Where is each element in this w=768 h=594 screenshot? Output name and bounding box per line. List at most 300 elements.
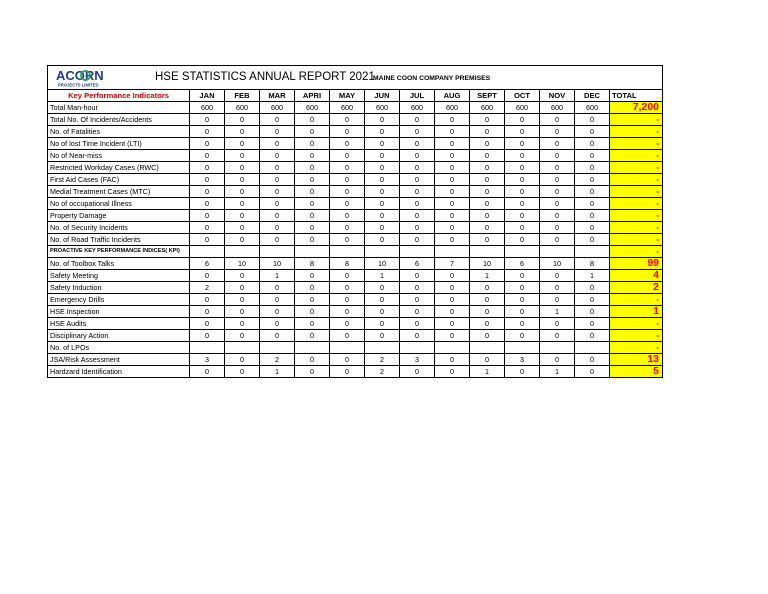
month-header: FEB	[225, 90, 260, 102]
month-value-cell: 0	[295, 306, 330, 318]
total-cell: -	[610, 186, 663, 198]
month-value-cell: 0	[225, 150, 260, 162]
month-value-cell: 0	[225, 126, 260, 138]
month-value-cell: 0	[575, 222, 610, 234]
month-value-cell: 0	[505, 330, 540, 342]
month-value-cell: 0	[505, 222, 540, 234]
month-value-cell: 0	[365, 174, 400, 186]
table-row	[48, 330, 663, 342]
month-value-cell: 0	[260, 294, 295, 306]
month-value-cell: 0	[470, 234, 505, 246]
month-value-cell: 0	[575, 126, 610, 138]
table-row	[48, 258, 663, 270]
month-value-cell: 0	[190, 366, 225, 378]
month-value-cell	[260, 246, 295, 258]
total-cell: -	[610, 150, 663, 162]
month-value-cell: 0	[295, 138, 330, 150]
acorn-logo	[54, 68, 128, 88]
row-label: Restricted Workday Cases (RWC)	[48, 162, 190, 174]
month-value-cell: 600	[260, 102, 295, 114]
month-value-cell: 0	[435, 186, 470, 198]
month-value-cell: 0	[505, 162, 540, 174]
month-value-cell: 0	[470, 330, 505, 342]
month-value-cell: 0	[365, 234, 400, 246]
month-value-cell: 1	[365, 270, 400, 282]
month-value-cell: 0	[190, 330, 225, 342]
month-value-cell: 0	[260, 234, 295, 246]
month-value-cell: 0	[575, 330, 610, 342]
total-cell: 2	[610, 282, 663, 294]
month-value-cell: 0	[540, 210, 575, 222]
total-cell: 5	[610, 366, 663, 378]
row-label: No. of Security Incidents	[48, 222, 190, 234]
month-value-cell: 0	[575, 174, 610, 186]
month-value-cell: 6	[190, 258, 225, 270]
month-value-cell: 0	[330, 330, 365, 342]
month-value-cell: 7	[435, 258, 470, 270]
month-value-cell: 2	[365, 354, 400, 366]
month-value-cell: 8	[330, 258, 365, 270]
month-value-cell: 0	[470, 126, 505, 138]
month-value-cell: 0	[225, 198, 260, 210]
month-value-cell: 0	[260, 114, 295, 126]
month-value-cell: 1	[540, 306, 575, 318]
month-value-cell: 0	[190, 162, 225, 174]
month-value-cell: 0	[365, 162, 400, 174]
month-value-cell: 0	[190, 126, 225, 138]
premises-label: MAINE COON COMPANY PREMISES	[373, 75, 491, 82]
row-label: Total Man-hour	[48, 102, 190, 114]
month-value-cell: 0	[540, 126, 575, 138]
month-value-cell: 0	[470, 138, 505, 150]
month-value-cell: 0	[330, 126, 365, 138]
month-value-cell: 0	[435, 198, 470, 210]
logo-text: ACORN	[56, 68, 104, 83]
month-value-cell	[295, 342, 330, 354]
month-value-cell: 0	[400, 210, 435, 222]
month-value-cell: 0	[400, 270, 435, 282]
table-row	[48, 306, 663, 318]
month-value-cell: 3	[400, 354, 435, 366]
month-value-cell: 0	[575, 138, 610, 150]
month-value-cell	[225, 246, 260, 258]
month-value-cell	[540, 342, 575, 354]
month-value-cell: 0	[260, 150, 295, 162]
month-value-cell: 0	[505, 234, 540, 246]
month-value-cell: 10	[470, 258, 505, 270]
month-value-cell: 0	[400, 234, 435, 246]
month-value-cell: 0	[435, 354, 470, 366]
month-value-cell: 0	[295, 126, 330, 138]
month-value-cell: 0	[260, 126, 295, 138]
month-value-cell: 0	[190, 234, 225, 246]
month-value-cell: 0	[540, 222, 575, 234]
total-cell: -	[610, 198, 663, 210]
month-value-cell: 0	[505, 366, 540, 378]
month-value-cell: 0	[540, 186, 575, 198]
month-value-cell: 1	[260, 366, 295, 378]
month-value-cell	[400, 342, 435, 354]
month-header: AUG	[435, 90, 470, 102]
month-value-cell: 0	[225, 162, 260, 174]
month-value-cell: 8	[295, 258, 330, 270]
month-value-cell: 0	[225, 294, 260, 306]
total-cell: -	[610, 234, 663, 246]
month-header: MAY	[330, 90, 365, 102]
month-value-cell: 0	[365, 186, 400, 198]
month-value-cell: 0	[295, 318, 330, 330]
month-value-cell: 0	[505, 150, 540, 162]
header-row	[48, 90, 663, 102]
month-value-cell: 0	[470, 186, 505, 198]
month-value-cell: 0	[435, 210, 470, 222]
month-value-cell: 0	[365, 330, 400, 342]
month-value-cell: 0	[540, 162, 575, 174]
month-value-cell: 0	[540, 114, 575, 126]
month-value-cell: 0	[260, 282, 295, 294]
month-value-cell: 0	[260, 138, 295, 150]
month-value-cell: 0	[330, 174, 365, 186]
month-value-cell: 0	[295, 354, 330, 366]
month-value-cell: 0	[330, 270, 365, 282]
month-value-cell: 0	[365, 306, 400, 318]
month-value-cell: 0	[435, 126, 470, 138]
month-value-cell	[575, 246, 610, 258]
month-value-cell: 0	[540, 330, 575, 342]
month-value-cell: 0	[505, 186, 540, 198]
month-value-cell: 0	[435, 318, 470, 330]
month-value-cell: 0	[260, 330, 295, 342]
hse-statistics-table	[47, 65, 663, 378]
month-value-cell: 0	[295, 270, 330, 282]
row-label: Medial Treatment Cases (MTC)	[48, 186, 190, 198]
month-value-cell: 0	[225, 234, 260, 246]
month-value-cell: 0	[260, 222, 295, 234]
month-value-cell: 0	[575, 282, 610, 294]
month-value-cell: 0	[190, 150, 225, 162]
total-cell: -	[610, 174, 663, 186]
month-value-cell: 0	[575, 198, 610, 210]
month-value-cell: 0	[435, 366, 470, 378]
report-title: HSE STATISTICS ANNUAL REPORT 2021	[155, 71, 375, 83]
month-value-cell: 0	[575, 234, 610, 246]
month-value-cell: 0	[190, 186, 225, 198]
month-value-cell: 0	[400, 114, 435, 126]
month-value-cell: 600	[295, 102, 330, 114]
total-cell: -	[610, 114, 663, 126]
table-row	[48, 294, 663, 306]
row-label: First Aid Cases (FAC)	[48, 174, 190, 186]
month-value-cell: 0	[225, 186, 260, 198]
month-value-cell: 1	[260, 270, 295, 282]
table-row	[48, 138, 663, 150]
month-value-cell: 0	[190, 138, 225, 150]
month-value-cell: 0	[575, 162, 610, 174]
month-value-cell: 600	[505, 102, 540, 114]
month-value-cell: 6	[400, 258, 435, 270]
table-row	[48, 234, 663, 246]
month-value-cell: 600	[365, 102, 400, 114]
month-value-cell: 0	[330, 318, 365, 330]
month-value-cell: 0	[435, 174, 470, 186]
month-value-cell	[190, 246, 225, 258]
month-value-cell: 0	[400, 174, 435, 186]
month-value-cell: 0	[330, 234, 365, 246]
month-value-cell: 0	[190, 198, 225, 210]
month-value-cell: 0	[505, 210, 540, 222]
row-label: HSE Inspection	[48, 306, 190, 318]
month-value-cell: 0	[365, 222, 400, 234]
month-header: JAN	[190, 90, 225, 102]
month-value-cell	[470, 342, 505, 354]
month-value-cell: 600	[190, 102, 225, 114]
month-value-cell: 0	[540, 138, 575, 150]
month-value-cell	[435, 342, 470, 354]
table-row	[48, 270, 663, 282]
month-value-cell: 2	[190, 282, 225, 294]
month-value-cell: 0	[295, 186, 330, 198]
month-value-cell: 0	[575, 150, 610, 162]
month-header: APRI	[295, 90, 330, 102]
row-label: Total No. Of Incidents/Accidents	[48, 114, 190, 126]
month-value-cell: 0	[295, 150, 330, 162]
month-value-cell: 0	[505, 306, 540, 318]
month-value-cell: 0	[190, 294, 225, 306]
month-value-cell: 0	[190, 222, 225, 234]
month-value-cell: 600	[435, 102, 470, 114]
title-cell	[48, 66, 663, 90]
month-value-cell: 0	[540, 198, 575, 210]
month-value-cell: 0	[295, 198, 330, 210]
month-value-cell: 0	[470, 210, 505, 222]
month-value-cell: 0	[400, 294, 435, 306]
section-header-row	[48, 246, 663, 258]
total-cell: 99	[610, 258, 663, 270]
month-value-cell: 0	[295, 234, 330, 246]
month-value-cell: 0	[540, 282, 575, 294]
month-value-cell: 0	[295, 282, 330, 294]
month-value-cell: 0	[505, 294, 540, 306]
month-header: NOV	[540, 90, 575, 102]
table-row	[48, 102, 663, 114]
table-row	[48, 186, 663, 198]
table-row	[48, 174, 663, 186]
month-value-cell: 0	[470, 198, 505, 210]
month-value-cell: 600	[540, 102, 575, 114]
row-label: Hardzard Identification	[48, 366, 190, 378]
month-header: MAR	[260, 90, 295, 102]
total-column-header: TOTAL	[610, 90, 663, 102]
month-value-cell: 0	[260, 318, 295, 330]
total-cell: -	[610, 210, 663, 222]
total-cell: -	[610, 246, 663, 258]
month-value-cell: 0	[225, 330, 260, 342]
month-value-cell: 0	[295, 366, 330, 378]
month-value-cell: 0	[575, 186, 610, 198]
month-value-cell: 0	[400, 222, 435, 234]
month-value-cell: 0	[470, 150, 505, 162]
month-header: OCT	[505, 90, 540, 102]
month-value-cell: 0	[540, 354, 575, 366]
table-row	[48, 198, 663, 210]
total-cell: -	[610, 162, 663, 174]
month-value-cell: 10	[365, 258, 400, 270]
month-value-cell: 0	[470, 354, 505, 366]
row-label: Property Damage	[48, 210, 190, 222]
month-value-cell	[330, 246, 365, 258]
month-value-cell: 0	[365, 318, 400, 330]
month-value-cell: 0	[435, 270, 470, 282]
total-cell: -	[610, 126, 663, 138]
month-value-cell: 0	[470, 114, 505, 126]
month-value-cell: 0	[330, 294, 365, 306]
month-value-cell: 0	[260, 306, 295, 318]
table-row	[48, 150, 663, 162]
month-value-cell: 0	[435, 222, 470, 234]
month-value-cell: 0	[295, 210, 330, 222]
month-value-cell: 0	[225, 306, 260, 318]
month-value-cell: 3	[505, 354, 540, 366]
month-value-cell: 0	[330, 354, 365, 366]
month-value-cell: 0	[540, 294, 575, 306]
row-label: No. of Toolbox Talks	[48, 258, 190, 270]
month-value-cell: 0	[330, 150, 365, 162]
row-label: HSE Audits	[48, 318, 190, 330]
month-value-cell: 0	[400, 138, 435, 150]
month-value-cell: 0	[400, 330, 435, 342]
month-value-cell: 0	[225, 318, 260, 330]
month-value-cell: 0	[505, 174, 540, 186]
month-value-cell: 0	[470, 162, 505, 174]
row-label: JSA/Risk Assessment	[48, 354, 190, 366]
month-value-cell: 0	[190, 174, 225, 186]
month-value-cell: 0	[540, 270, 575, 282]
month-value-cell: 0	[330, 282, 365, 294]
month-header: JUL	[400, 90, 435, 102]
month-value-cell: 1	[540, 366, 575, 378]
month-value-cell: 0	[435, 330, 470, 342]
month-header: SEPT	[470, 90, 505, 102]
month-value-cell: 0	[575, 114, 610, 126]
month-value-cell: 0	[225, 354, 260, 366]
month-value-cell: 0	[190, 306, 225, 318]
month-value-cell: 600	[400, 102, 435, 114]
month-value-cell: 0	[190, 210, 225, 222]
month-value-cell: 0	[295, 294, 330, 306]
month-value-cell	[400, 246, 435, 258]
month-value-cell	[225, 342, 260, 354]
month-value-cell	[365, 342, 400, 354]
month-value-cell: 0	[190, 318, 225, 330]
month-value-cell: 0	[435, 114, 470, 126]
total-cell: -	[610, 318, 663, 330]
row-label: No of occupational Illness	[48, 198, 190, 210]
table-row	[48, 354, 663, 366]
row-label: Safety Induction	[48, 282, 190, 294]
month-value-cell: 0	[540, 150, 575, 162]
month-value-cell: 1	[470, 270, 505, 282]
row-label: Disciplinary Action	[48, 330, 190, 342]
month-header: JUN	[365, 90, 400, 102]
month-value-cell: 0	[400, 150, 435, 162]
total-cell: -	[610, 294, 663, 306]
total-cell: 7,200	[610, 102, 663, 114]
month-value-cell: 0	[260, 186, 295, 198]
month-value-cell: 0	[540, 318, 575, 330]
month-value-cell: 600	[330, 102, 365, 114]
month-value-cell: 0	[435, 306, 470, 318]
month-value-cell: 0	[435, 162, 470, 174]
month-value-cell: 0	[540, 174, 575, 186]
month-value-cell: 0	[365, 198, 400, 210]
month-value-cell: 10	[260, 258, 295, 270]
month-value-cell: 0	[470, 294, 505, 306]
month-value-cell: 0	[295, 162, 330, 174]
month-value-cell	[295, 246, 330, 258]
month-value-cell: 0	[295, 174, 330, 186]
month-value-cell: 0	[575, 306, 610, 318]
month-value-cell: 0	[435, 138, 470, 150]
month-value-cell: 0	[365, 150, 400, 162]
month-value-cell: 0	[435, 234, 470, 246]
row-label: No. of Fatalities	[48, 126, 190, 138]
table-row	[48, 318, 663, 330]
month-value-cell: 0	[575, 294, 610, 306]
month-value-cell: 0	[365, 210, 400, 222]
month-value-cell: 0	[225, 282, 260, 294]
total-cell: -	[610, 138, 663, 150]
row-label: PROACTIVE KEY PERFORMANCE INDICES( KPI)	[48, 246, 190, 258]
month-value-cell: 0	[225, 270, 260, 282]
month-value-cell: 0	[435, 150, 470, 162]
month-value-cell	[540, 246, 575, 258]
table-row	[48, 282, 663, 294]
month-value-cell: 0	[505, 138, 540, 150]
month-header: DEC	[575, 90, 610, 102]
month-value-cell: 6	[505, 258, 540, 270]
month-value-cell: 0	[470, 306, 505, 318]
table-row	[48, 210, 663, 222]
month-value-cell: 0	[260, 210, 295, 222]
table-row	[48, 366, 663, 378]
month-value-cell: 0	[225, 222, 260, 234]
month-value-cell: 600	[575, 102, 610, 114]
month-value-cell: 8	[575, 258, 610, 270]
month-value-cell: 0	[365, 138, 400, 150]
month-value-cell: 0	[365, 114, 400, 126]
month-value-cell: 0	[260, 162, 295, 174]
month-value-cell	[190, 342, 225, 354]
month-value-cell: 0	[225, 174, 260, 186]
month-value-cell: 0	[330, 222, 365, 234]
month-value-cell: 0	[330, 114, 365, 126]
month-value-cell: 0	[575, 366, 610, 378]
month-value-cell: 2	[260, 354, 295, 366]
month-value-cell: 0	[505, 282, 540, 294]
table-body	[48, 66, 663, 378]
month-value-cell: 0	[330, 198, 365, 210]
month-value-cell: 10	[540, 258, 575, 270]
total-cell: -	[610, 222, 663, 234]
month-value-cell: 0	[400, 186, 435, 198]
title-row	[48, 66, 663, 90]
table-row	[48, 222, 663, 234]
month-value-cell: 0	[505, 270, 540, 282]
month-value-cell: 0	[260, 174, 295, 186]
total-cell: 13	[610, 354, 663, 366]
month-value-cell: 0	[505, 114, 540, 126]
month-value-cell	[435, 246, 470, 258]
